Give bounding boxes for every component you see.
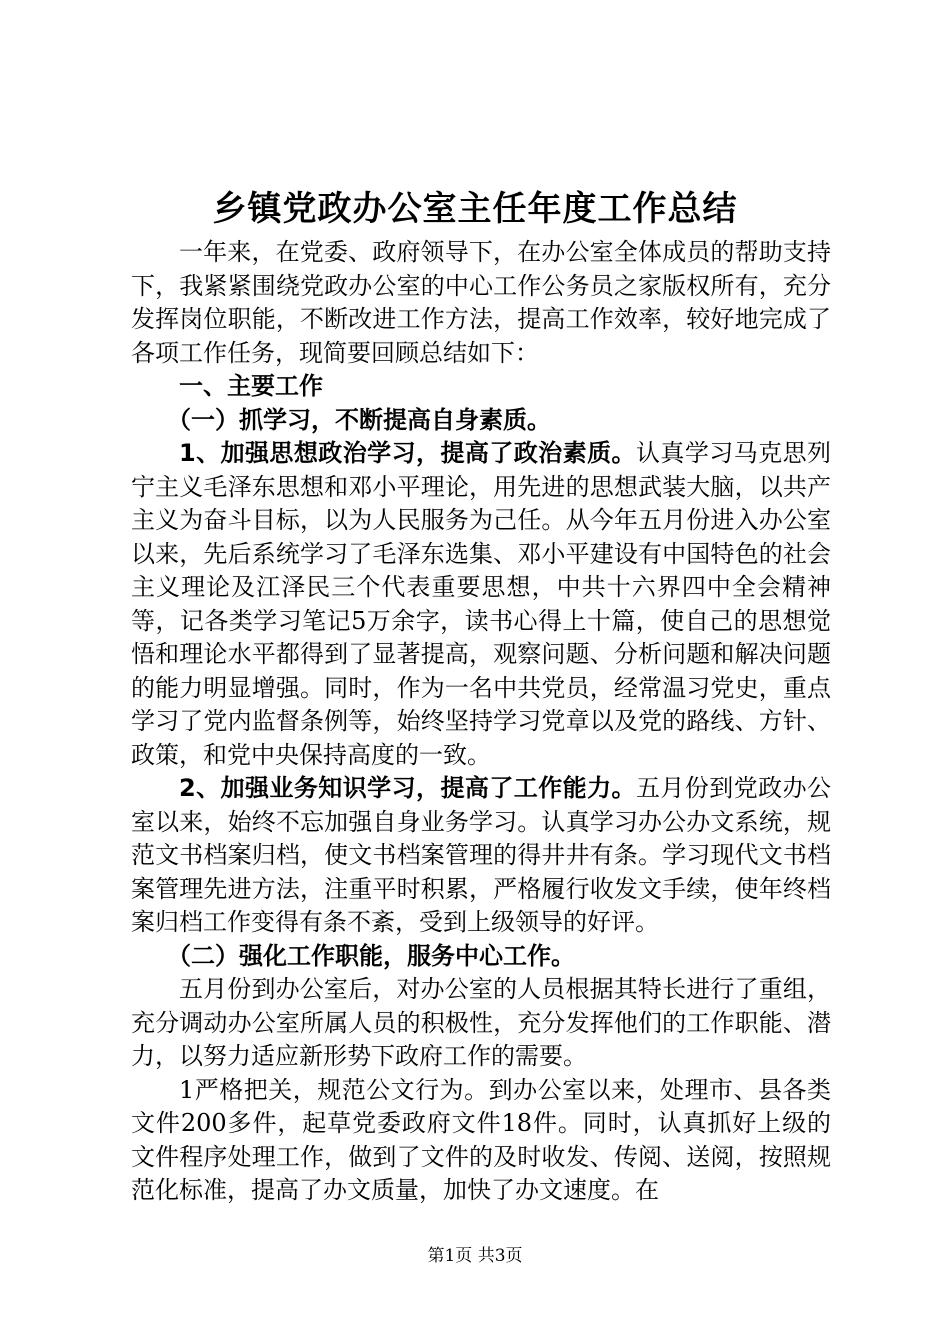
- paragraph-document-handling: 1严格把关，规范公文行为。到办公室以来，处理市、县各类文件200多件，起草党委政府文件18件。同时，认真抓好上级的文件程序处理工作，做到了文件的及时收发、传阅、送阅，按照规范化标准，提高了办文质量，加快了办文速度。在: [131, 1075, 831, 1204]
- paragraph-lead: 2、加强业务知识学习，提高了工作能力。: [179, 774, 636, 802]
- paragraph-office-reorganization: 五月份到办公室后，对办公室的人员根据其特长进行了重组，充分调动办公室所属人员的积极性，充分发挥他们的工作职能、潜力，以努力适应新形势下政府工作的需要。: [131, 975, 831, 1070]
- paragraph-political-study: [131, 437, 831, 772]
- section-heading-main-work: 一、主要工作: [179, 372, 323, 400]
- subsection-heading-functions: （二）强化工作职能，服务中心工作。: [167, 941, 575, 970]
- subsection-heading-study: （一）抓学习，不断提高自身素质。: [167, 405, 551, 434]
- document-title: 乡镇党政办公室主任年度工作总结: [212, 189, 738, 229]
- paragraph-lead: 1、加强思想政治学习，提高了政治素质。: [179, 439, 636, 467]
- paragraph-text: 五月份到党政办公室以来，始终不忘加强自身业务学习。认真学习办公办文系统，规范文书档案归档，使文书档案管理的得井井有条。学习现代文书档案管理先进方法，注重平时积累，严格履行收发文手续，使年终档案归档工作变得有条不紊，受到上级领导的好评。: [131, 774, 832, 936]
- paragraph-text: 认真学习马克思列宁主义毛泽东思想和邓小平理论，用先进的思想武装大脑，以共产主义为奋斗目标，以为人民服务为己任。从今年五月份进入办公室以来，先后系统学习了毛泽东选集、邓小平建设有中国特色的社会主义理论及江泽民三个代表重要思想，中共十六界四中全会精神等，记各类学习笔记5万余字，读书心得上十篇，使自己的思想觉悟和理论水平都得到了显著提高，观察问题、分析问题和解决问题的能力明显增强。同时，作为一名中共党员，经常温习党史，重点学习了党内监督条例等，始终坚持学习党章以及党的路线、方针、政策，和党中央保持高度的一致。: [131, 439, 832, 769]
- document-body: [131, 236, 831, 1208]
- paragraph-business-study: [131, 772, 831, 940]
- intro-paragraph: 一年来，在党委、政府领导下，在办公室全体成员的帮助支持下，我紧紧围绕党政办公室的中心工作公务员之家版权所有，充分发挥岗位职能，不断改进工作方法，提高工作效率，较好地完成了各项工作任务，现简要回顾总结如下：: [131, 238, 831, 367]
- page-footer: 第1页 共3页: [427, 1246, 523, 1266]
